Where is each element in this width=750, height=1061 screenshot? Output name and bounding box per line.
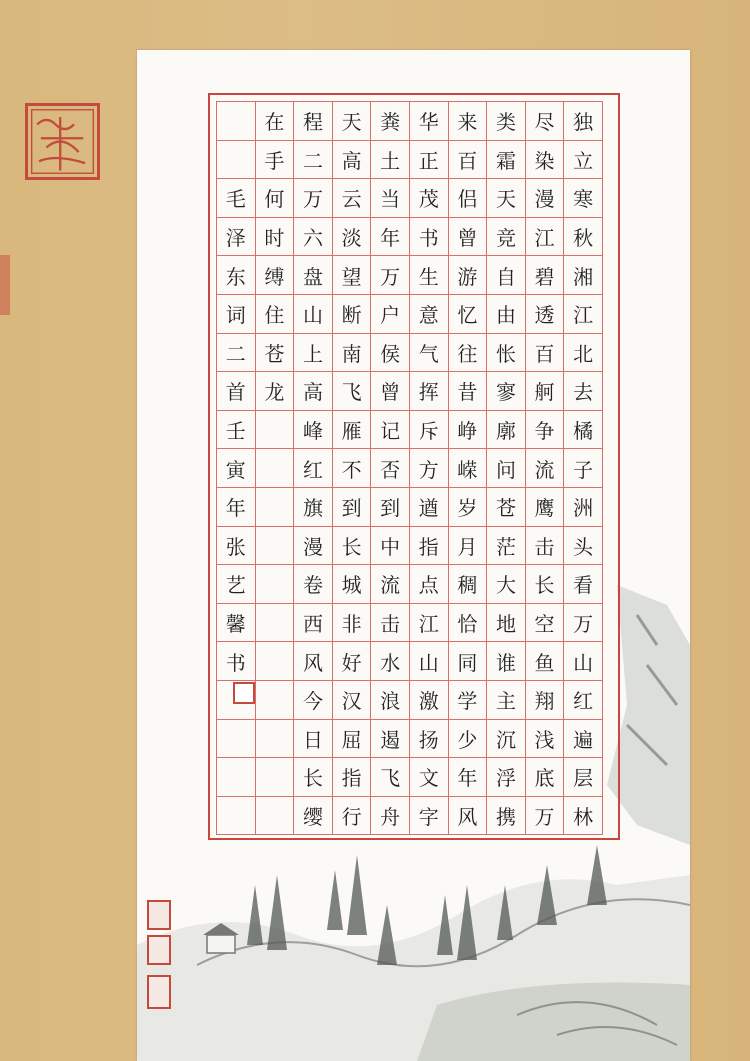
bottom-seal-stamp-3: [147, 975, 171, 1009]
grid-cell: 浪: [371, 681, 410, 720]
signature-seal-stamp: [233, 682, 255, 704]
grid-cell: 霜: [487, 141, 526, 180]
grid-cell: 记: [371, 411, 410, 450]
grid-cell: 问: [487, 449, 526, 488]
grid-cell: 城: [333, 565, 372, 604]
grid-cell: [217, 797, 256, 836]
grid-cell: 缚: [256, 256, 295, 295]
grid-cell: 江: [526, 218, 565, 257]
grid-cell: 少: [449, 720, 488, 759]
grid-cell: 首: [217, 372, 256, 411]
grid-cell: 意: [410, 295, 449, 334]
grid-cell: 流: [371, 565, 410, 604]
grid-cell: 南: [333, 334, 372, 373]
grid-cell: 舟: [371, 797, 410, 836]
grid-cell: 天: [487, 179, 526, 218]
grid-cell: 浮: [487, 758, 526, 797]
grid-cell: [217, 141, 256, 180]
grid-cell: 怅: [487, 334, 526, 373]
grid-cell: 曾: [371, 372, 410, 411]
grid-cell: 万: [371, 256, 410, 295]
grid-cell: 卷: [294, 565, 333, 604]
grid-cell: 年: [371, 218, 410, 257]
grid-cell: [217, 758, 256, 797]
grid-cell: 恰: [449, 604, 488, 643]
grid-cell: [256, 488, 295, 527]
grid-cell: 寒: [564, 179, 603, 218]
grid-cell: 寥: [487, 372, 526, 411]
grid-cell: 昔: [449, 372, 488, 411]
grid-cell: 鱼: [526, 642, 565, 681]
grid-cell: 染: [526, 141, 565, 180]
grid-cell: 六: [294, 218, 333, 257]
grid-cell: [256, 527, 295, 566]
grid-cell: 在: [256, 102, 295, 141]
grid-cell: 击: [526, 527, 565, 566]
grid-cell: 盘: [294, 256, 333, 295]
grid-cell: [217, 102, 256, 141]
grid-cell: 击: [371, 604, 410, 643]
grid-cell: 苍: [487, 488, 526, 527]
grid-cell: 山: [410, 642, 449, 681]
grid-cell: 文: [410, 758, 449, 797]
grid-cell: 缨: [294, 797, 333, 836]
grid-cell: 水: [371, 642, 410, 681]
grid-cell: 洲: [564, 488, 603, 527]
grid-cell: 百: [449, 141, 488, 180]
grid-cell: 学: [449, 681, 488, 720]
grid-cell: 立: [564, 141, 603, 180]
grid-cell: 今: [294, 681, 333, 720]
grid-cell: 去: [564, 372, 603, 411]
grid-cell: 子: [564, 449, 603, 488]
grid-cell: 生: [410, 256, 449, 295]
grid-cell: 年: [217, 488, 256, 527]
grid-cell: 好: [333, 642, 372, 681]
grid-cell: 翔: [526, 681, 565, 720]
grid-cell: 万: [526, 797, 565, 836]
grid-cell: 字: [410, 797, 449, 836]
grid-cell: 中: [371, 527, 410, 566]
grid-cell: 二: [217, 334, 256, 373]
grid-cell: [256, 411, 295, 450]
grid-cell: 高: [294, 372, 333, 411]
grid-cell: 飞: [333, 372, 372, 411]
grid-cell: [256, 758, 295, 797]
grid-cell: [256, 449, 295, 488]
grid-cell: 遏: [371, 720, 410, 759]
grid-cell: 词: [217, 295, 256, 334]
grid-cell: 东: [217, 256, 256, 295]
grid-cell: 来: [449, 102, 488, 141]
grid-cell: 鹰: [526, 488, 565, 527]
grid-cell: 携: [487, 797, 526, 836]
grid-cell: 看: [564, 565, 603, 604]
grid-cell: 同: [449, 642, 488, 681]
grid-cell: 主: [487, 681, 526, 720]
bottom-seal-stamp-2: [147, 935, 171, 965]
grid-cell: 华: [410, 102, 449, 141]
grid-cell: 谁: [487, 642, 526, 681]
grid-cell: 独: [564, 102, 603, 141]
grid-cell: 书: [217, 642, 256, 681]
grid-cell: 争: [526, 411, 565, 450]
grid-cell: 百: [526, 334, 565, 373]
grid-cell: 壬: [217, 411, 256, 450]
grid-cell: 地: [487, 604, 526, 643]
grid-cell: 指: [410, 527, 449, 566]
grid-cell: 曾: [449, 218, 488, 257]
grid-cell: 林: [564, 797, 603, 836]
grid-cell: [256, 604, 295, 643]
grid-cell: 底: [526, 758, 565, 797]
grid-cell: 土: [371, 141, 410, 180]
grid-cell: 尽: [526, 102, 565, 141]
grid-cell: 遍: [564, 720, 603, 759]
manuscript-grid: [216, 101, 603, 835]
grid-cell: 苍: [256, 334, 295, 373]
grid-cell: 漫: [526, 179, 565, 218]
grid-cell: [217, 720, 256, 759]
grid-cell: 浅: [526, 720, 565, 759]
grid-cell: 风: [294, 642, 333, 681]
grid-cell: 气: [410, 334, 449, 373]
grid-cell: 沉: [487, 720, 526, 759]
grid-cell: 何: [256, 179, 295, 218]
grid-cell: 屈: [333, 720, 372, 759]
grid-cell: 嵘: [449, 449, 488, 488]
grid-cell: [256, 642, 295, 681]
grid-cell: 户: [371, 295, 410, 334]
grid-cell: 秋: [564, 218, 603, 257]
grid-cell: 扬: [410, 720, 449, 759]
grid-cell: 长: [333, 527, 372, 566]
grid-cell: 程: [294, 102, 333, 141]
grid-cell: 方: [410, 449, 449, 488]
grid-cell: 舸: [526, 372, 565, 411]
grid-cell: 龙: [256, 372, 295, 411]
grid-cell: 否: [371, 449, 410, 488]
grid-cell: 长: [526, 565, 565, 604]
grid-cell: 忆: [449, 295, 488, 334]
grid-cell: 橘: [564, 411, 603, 450]
grid-cell: [256, 720, 295, 759]
grid-cell: 激: [410, 681, 449, 720]
grid-cell: 天: [333, 102, 372, 141]
grid-cell: 北: [564, 334, 603, 373]
grid-cell: 雁: [333, 411, 372, 450]
grid-cell: 西: [294, 604, 333, 643]
grid-cell: 非: [333, 604, 372, 643]
grid-cell: 茫: [487, 527, 526, 566]
grid-cell: 当: [371, 179, 410, 218]
grid-cell: 汉: [333, 681, 372, 720]
grid-cell: 流: [526, 449, 565, 488]
grid-cell: 高: [333, 141, 372, 180]
grid-cell: 红: [294, 449, 333, 488]
grid-cell: 层: [564, 758, 603, 797]
grid-cell: 茂: [410, 179, 449, 218]
grid-cell: 斥: [410, 411, 449, 450]
grid-cell: 类: [487, 102, 526, 141]
grid-cell: 艺: [217, 565, 256, 604]
edge-seal-stamp: [0, 255, 10, 315]
grid-cell: 年: [449, 758, 488, 797]
grid-cell: 江: [410, 604, 449, 643]
grid-cell: 大: [487, 565, 526, 604]
grid-cell: 漫: [294, 527, 333, 566]
grid-cell: 正: [410, 141, 449, 180]
grid-cell: 到: [371, 488, 410, 527]
grid-cell: 山: [294, 295, 333, 334]
grid-cell: 江: [564, 295, 603, 334]
grid-cell: 碧: [526, 256, 565, 295]
grid-cell: 侯: [371, 334, 410, 373]
grid-cell: 泽: [217, 218, 256, 257]
grid-cell: 挥: [410, 372, 449, 411]
grid-cell: 往: [449, 334, 488, 373]
grid-cell: 馨: [217, 604, 256, 643]
grid-cell: 旗: [294, 488, 333, 527]
grid-cell: 空: [526, 604, 565, 643]
grid-cell: 峥: [449, 411, 488, 450]
grid-cell: 断: [333, 295, 372, 334]
grid-cell: 书: [410, 218, 449, 257]
grid-cell: 透: [526, 295, 565, 334]
grid-cell: 峰: [294, 411, 333, 450]
grid-cell: 二: [294, 141, 333, 180]
grid-cell: 行: [333, 797, 372, 836]
grid-cell: 山: [564, 642, 603, 681]
grid-cell: [256, 681, 295, 720]
grid-cell: [256, 565, 295, 604]
grid-cell: 长: [294, 758, 333, 797]
grid-cell: 风: [449, 797, 488, 836]
grid-cell: 上: [294, 334, 333, 373]
grid-cell: 万: [294, 179, 333, 218]
grid-cell: 毛: [217, 179, 256, 218]
grid-cell: 指: [333, 758, 372, 797]
grid-cell: 不: [333, 449, 372, 488]
grid-cell: 月: [449, 527, 488, 566]
grid-cell: 游: [449, 256, 488, 295]
grid-cell: 日: [294, 720, 333, 759]
grid-cell: 红: [564, 681, 603, 720]
grid-cell: 侣: [449, 179, 488, 218]
grid-cell: 粪: [371, 102, 410, 141]
grid-cell: 万: [564, 604, 603, 643]
grid-cell: 自: [487, 256, 526, 295]
grid-cell: 头: [564, 527, 603, 566]
grid-cell: 竞: [487, 218, 526, 257]
grid-cell: 寅: [217, 449, 256, 488]
grid-cell: 时: [256, 218, 295, 257]
grid-cell: 遒: [410, 488, 449, 527]
grid-cell: [256, 797, 295, 836]
grid-cell: 到: [333, 488, 372, 527]
grid-cell: 点: [410, 565, 449, 604]
grid-cell: 岁: [449, 488, 488, 527]
grid-cell: 廓: [487, 411, 526, 450]
bottom-seal-stamp-1: [147, 900, 171, 930]
grid-cell: 稠: [449, 565, 488, 604]
grid-cell: 由: [487, 295, 526, 334]
grid-cell: 住: [256, 295, 295, 334]
grid-cell: 张: [217, 527, 256, 566]
grid-cell: 飞: [371, 758, 410, 797]
grid-cell: 淡: [333, 218, 372, 257]
grid-cell: 云: [333, 179, 372, 218]
grid-cell: 望: [333, 256, 372, 295]
large-seal-stamp: [25, 103, 100, 180]
grid-cell: 湘: [564, 256, 603, 295]
grid-cell: 手: [256, 141, 295, 180]
